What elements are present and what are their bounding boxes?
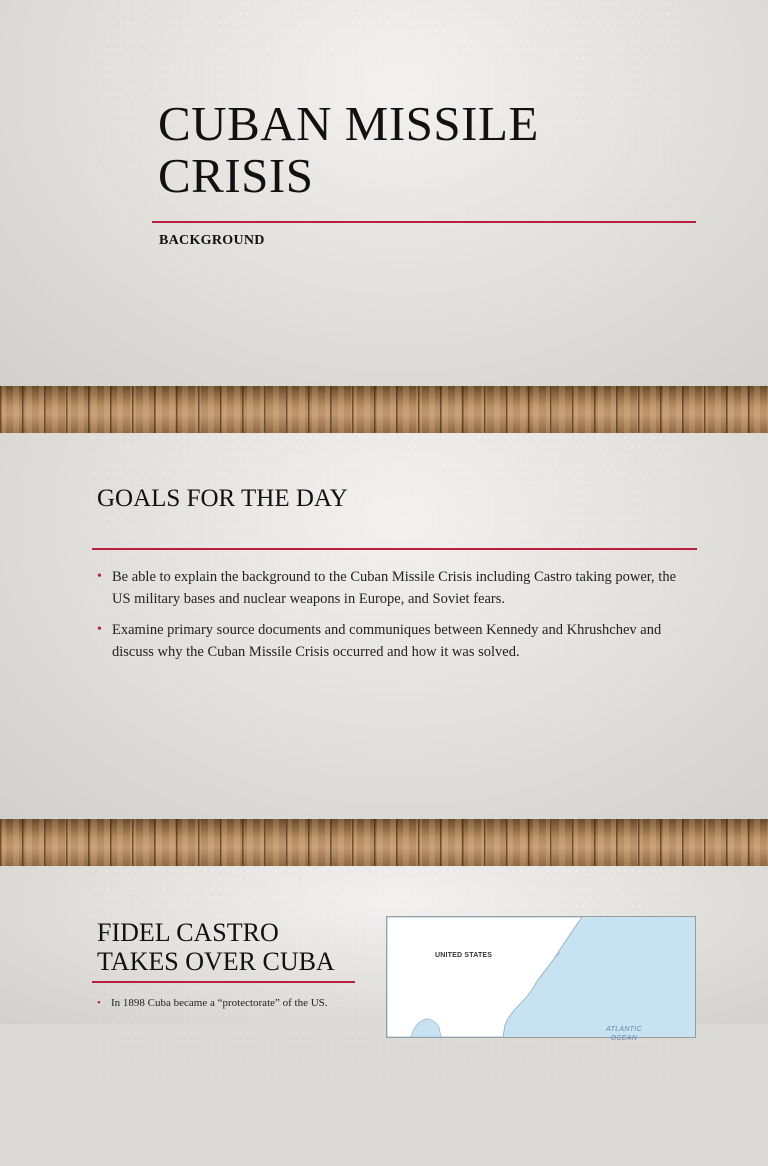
slide-goals [0, 433, 768, 819]
slide-subtitle: BACKGROUND [159, 233, 265, 248]
map-label-ocean-line-1: ATLANTIC [606, 1026, 642, 1033]
castro-heading [97, 918, 357, 976]
map-label-ocean-line-2: OCEAN [610, 1035, 638, 1042]
castro-item: • In 1898 Cuba became a “protectorate” of the US. [97, 996, 367, 1011]
castro-list [97, 996, 367, 1020]
slide-title [0, 0, 768, 386]
castro-divider [92, 981, 355, 983]
slide-castro [0, 866, 768, 1042]
castro-heading-line-1: FIDEL CASTRO [97, 918, 279, 947]
map-label-ocean [599, 1025, 649, 1043]
castro-heading-line-2: TAKES OVER CUBA [97, 947, 335, 976]
wood-floor-divider [0, 386, 768, 433]
goal-item: • Be able to explain the background to the Cuban Missile Crisis including Castro taking power, the US military bases and nuclear weapons in Europe, and Soviet fears. [97, 566, 697, 610]
goals-divider [92, 548, 697, 550]
goals-list [97, 566, 697, 672]
map-image [386, 916, 696, 1042]
wood-floor-divider [0, 819, 768, 866]
title-divider [152, 221, 696, 223]
title-line-2: CRISIS [158, 148, 314, 203]
map-label-country: UNITED STATES [435, 952, 493, 959]
slide-title-heading [158, 98, 678, 202]
title-line-1: CUBAN MISSILE [158, 96, 539, 151]
goals-heading: GOALS FOR THE DAY [97, 485, 348, 512]
map-graphic [387, 917, 695, 1037]
goal-item: • Examine primary source documents and communiques between Kennedy and Khrushchev and discuss why the Cuban Missile Crisis occurred and how it was solved. [97, 619, 697, 663]
